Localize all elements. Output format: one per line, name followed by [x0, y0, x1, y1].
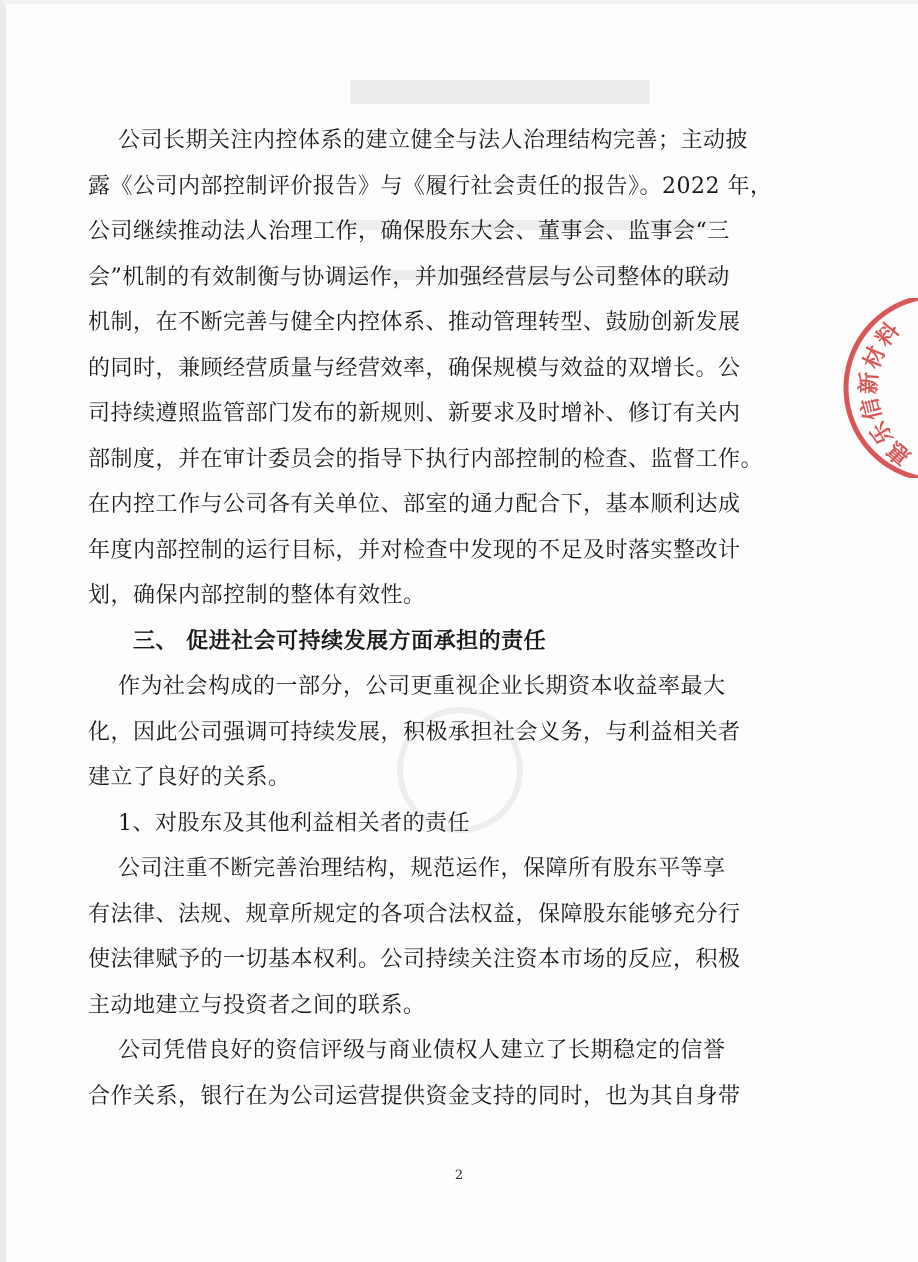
paragraph-line: 建立了良好的关系。 [88, 765, 291, 790]
section-heading: 三、 促进社会可持续发展方面承担的责任 [133, 627, 547, 654]
paragraph-line: 司持续遵照监管部门发布的新规则、新要求及时增补、修订有关内 [88, 401, 741, 426]
paragraph-line: 机制，在不断完善与健全内控体系、推动管理转型、鼓励创新发展 [88, 310, 741, 335]
paragraph-line: 的同时，兼顾经营质量与经营效率，确保规模与效益的双增长。公 [88, 355, 741, 381]
paragraph-line: 在内控工作与公司各有关单位、部室的通力配合下，基本顺利达成 [88, 492, 741, 517]
paragraph-line: 会”机制的有效制衡与协调运作，并加强经营层与公司整体的联动 [88, 264, 730, 290]
paragraph-line: 公司注重不断完善治理结构，规范运作，保障所有股东平等享 [118, 856, 726, 881]
paragraph-line: 有法律、法规、规章所规定的各项合法权益，保障股东能够充分行 [88, 901, 741, 927]
paragraph-line: 年度内部控制的运行目标，并对检查中发现的不足及时落实整改计 [88, 537, 741, 563]
paragraph-line: 使法律赋予的一切基本权利。公司持续关注资本市场的反应，积极 [88, 947, 741, 972]
paragraph-line: 合作关系，银行在为公司运营提供资金支持的同时，也为其自身带 [88, 1083, 741, 1109]
svg-text:惠乐信新材料: 惠乐信新材料 [856, 317, 916, 470]
body-text [88, 118, 788, 1119]
paragraph-line: 主动地建立与投资者之间的联系。 [88, 992, 426, 1018]
subsection-heading: 1、对股东及其他利益相关者的责任 [118, 810, 470, 836]
paragraph-line: 公司长期关注内控体系的建立健全与法人治理结构完善；主动披 [118, 128, 749, 153]
paragraph-line: 部制度，并在审计委员会的指导下执行内部控制的检查、监督工作。 [88, 446, 764, 472]
paragraph-line: 公司继续推动法人治理工作，确保股东大会、董事会、监事会“三 [88, 219, 730, 244]
page-number: 2 [454, 1168, 464, 1183]
paragraph-line: 作为社会构成的一部分，公司更重视企业长期资本收益率最大 [118, 674, 726, 699]
paragraph-line: 化，因此公司强调可持续发展，积极承担社会义务，与利益相关者 [88, 719, 741, 745]
paragraph-line: 公司凭借良好的资信评级与商业债权人建立了长期稳定的信誉 [118, 1038, 726, 1063]
company-seal-stamp [838, 298, 918, 478]
paragraph-line: 露《公司内部控制评价报告》与《履行社会责任的报告》。2022 年， [88, 173, 773, 199]
paragraph-line: 划，确保内部控制的整体有效性。 [88, 583, 426, 608]
